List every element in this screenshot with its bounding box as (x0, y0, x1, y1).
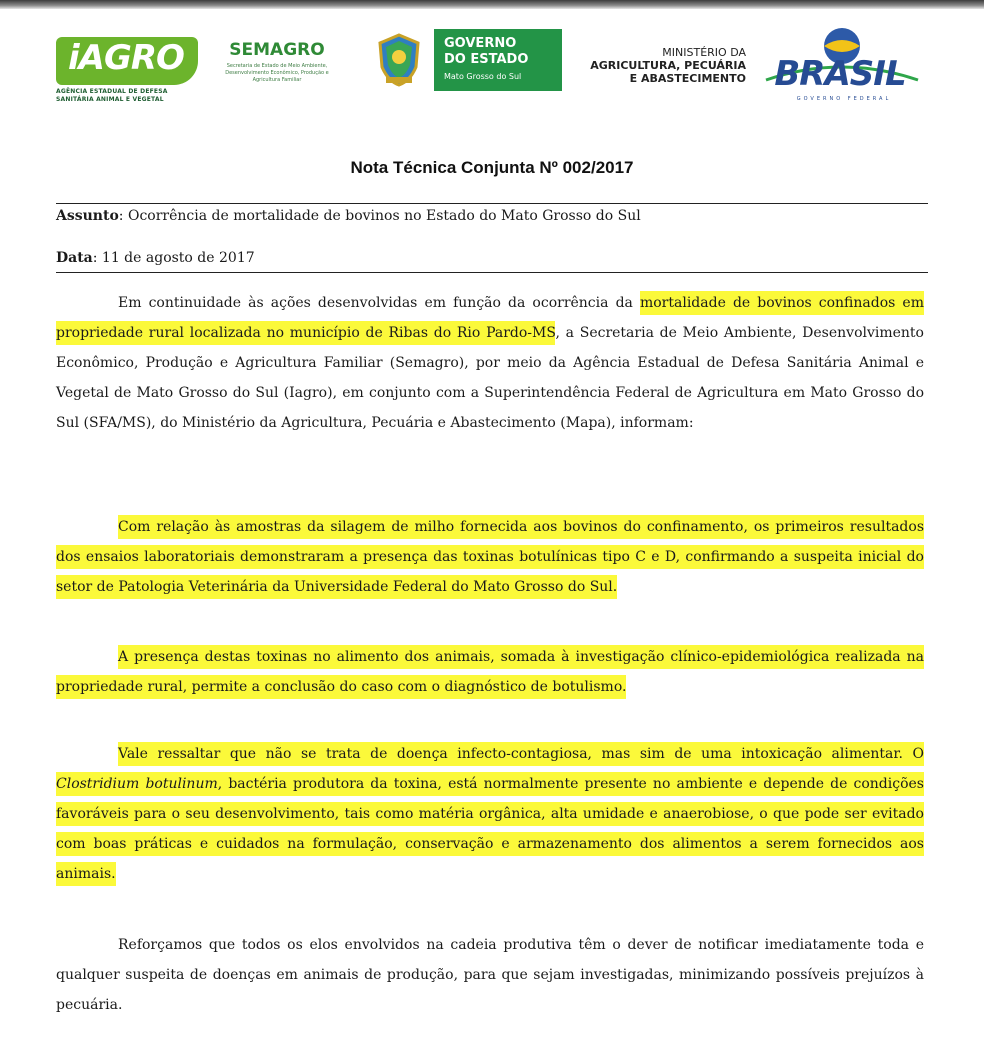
subject-label: Assunto (56, 208, 119, 224)
paragraph-5-text: Reforçamos que todos os elos envolvidos na cadeia produtiva têm o dever de notificar imediatamente toda e qualquer suspeita de doenças em animais de produção, para que sejam investigadas, minimizando possíveis prejuízos à pecuária. (56, 937, 924, 1013)
ministerio-line1: MINISTÉRIO DA (662, 46, 746, 59)
state-crest-icon (366, 29, 432, 91)
paragraph-1 (56, 288, 924, 438)
ministerio-logo (572, 46, 746, 85)
brasil-logo-text: BRASIL (774, 54, 906, 94)
paragraph-2-highlight: Com relação às amostras da silagem de milho fornecida aos bovinos do confinamento, os primeiros resultados dos ensaios laboratoriais demonstraram a presença das toxinas botulínicas tipo C e D, confirmando a suspeita inicial do setor de Patologia Veterinária da Universidade Federal do Mato Grosso do Sul. (56, 515, 924, 599)
paragraph-4 (56, 739, 924, 889)
governo-line1: GOVERNO (444, 36, 517, 51)
semagro-logo-text: SEMAGRO (229, 40, 325, 60)
date-text: : 11 de agosto de 2017 (92, 250, 255, 266)
paragraph-5 (56, 930, 924, 1020)
governo-ms-box (434, 29, 562, 91)
brasil-logo (762, 24, 922, 102)
ministerio-line3: E ABASTECIMENTO (629, 72, 746, 85)
divider-line (56, 272, 928, 273)
date-label: Data (56, 250, 93, 266)
paragraph-1-text-c: , a Secretaria de Meio Ambiente, Desenvolvimento Econômico, Produção e Agricultura Familiar (Semagro), por meio da Agência Estadual de Defesa Sanitária Animal e Vegetal de Mato Grosso do Sul (Iagro), em conjunto com a Superintendência Federal de Agricultura em Mato Grosso do Sul (SFA/MS), do Ministério da Agricultura, Pecuária e Abastecimento (Mapa), informam: (56, 325, 924, 431)
paragraph-2 (56, 512, 924, 602)
paragraph-4-text-a: Vale ressaltar que não se trata de doença infecto-contagiosa, mas sim de uma intoxicação alimentar. O (118, 746, 924, 762)
subject-line (56, 208, 928, 224)
document-title: Nota Técnica Conjunta Nº 002/2017 (350, 158, 634, 177)
iagro-logo-text: iAGRO (68, 38, 184, 78)
ministerio-line2: AGRICULTURA, PECUÁRIA (590, 59, 746, 72)
paragraph-1-highlight: mortalidade de bovinos confinados em propriedade rural localizada no município de Ribas do Rio Pardo-MS (56, 291, 924, 345)
semagro-logo-subtitle: Secretaria de Estado de Meio Ambiente, Desenvolvimento Econômico, Produção e Agricultura Familiar (225, 63, 329, 83)
paragraph-4-italic: Clostridium botulinum (56, 776, 218, 792)
semagro-logo (212, 40, 342, 84)
subject-text: : Ocorrência de mortalidade de bovinos no Estado do Mato Grosso do Sul (118, 208, 641, 224)
divider-line (56, 203, 928, 204)
paragraph-4-text-b: , bactéria produtora da toxina, está normalmente presente no ambiente e depende de condições favoráveis para o seu desenvolvimento, tais como matéria orgânica, alta umidade e anaerobiose, o que pode ser evitado com boas práticas e cuidados na formulação, conservação e armazenamento dos alimentos a serem fornecidos aos animais. (56, 776, 924, 882)
iagro-logo (56, 37, 202, 104)
governo-ms-logo (366, 29, 562, 91)
governo-line2: DO ESTADO (444, 52, 529, 67)
paragraph-3-highlight: A presença destas toxinas no alimento dos animais, somada à investigação clínico-epidemiológica realizada na propriedade rural, permite a conclusão do caso com o diagnóstico de botulismo. (56, 645, 924, 699)
paragraph-3 (56, 642, 924, 702)
date-line (56, 250, 928, 266)
paragraph-4-highlight (56, 742, 924, 886)
iagro-logo-mark (56, 37, 198, 85)
governo-line3: Mato Grosso do Sul (444, 72, 522, 81)
paragraph-1-text-a: Em continuidade às ações desenvolvidas em função da ocorrência da (118, 295, 640, 311)
iagro-logo-subtitle: AGÊNCIA ESTADUAL DE DEFESA SANITÁRIA ANIMAL E VEGETAL (56, 88, 168, 103)
brasil-logo-subtitle: GOVERNO FEDERAL (796, 96, 892, 102)
logo-header (0, 24, 984, 114)
